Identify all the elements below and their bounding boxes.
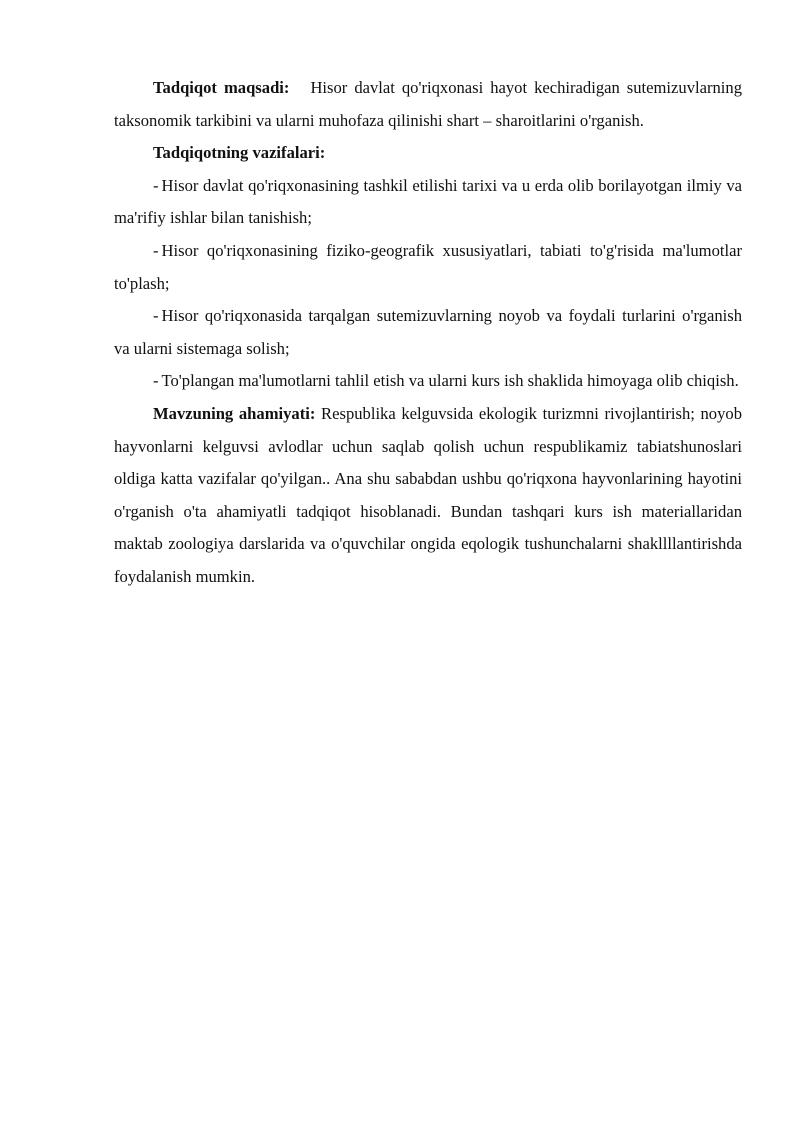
goal-heading: Tadqiqot maqsadi: xyxy=(153,78,290,97)
task-text: Hisor davlat qo'riqxonasining tashkil etilishi tarixi va u erda olib borilayotgan ilmiy va ma'rifiy ishlar bilan tanishish; xyxy=(114,175,742,228)
task-bullet: - xyxy=(153,371,159,391)
task-item xyxy=(114,235,742,300)
task-item xyxy=(114,300,742,365)
importance-paragraph xyxy=(114,398,742,594)
importance-heading: Mavzuning ahamiyati: xyxy=(153,403,316,423)
importance-text: Respublika kelguvsida ekologik turizmni rivojlantirish; noyob hayvonlarni kelguvsi avlodlar uchun saqlab qolish uchun respublikamiz tabiatshunoslari oldiga katta vazifalar qo'yilgan.. Ana shu sababdan ushbu qo'riqxona hayvonlarining hayotini o'rganish o'ta ahamiyatli tadqiqot hisoblanadi. Bundan tashqari kurs ish materiallaridan maktab zoologiya darslarida va o'quvchilar ongida eqologik tushunchalarni shakllllantirishda foydalanish mumkin. xyxy=(114,403,742,586)
goal-text: Hisor davlat qo'riqxonasi hayot kechiradigan sutemizuvlarning taksonomik tarkibini va ularni muhofaza qilinishi shart – sharoitlarini o'rganish. xyxy=(114,78,742,130)
task-bullet: - xyxy=(153,240,159,260)
task-bullet: - xyxy=(153,306,159,326)
task-text: To'plangan ma'lumotlarni tahlil etish va ularni kurs ish shaklida himoyaga olib chiqish. xyxy=(161,371,739,391)
task-bullet: - xyxy=(153,175,159,195)
goal-paragraph xyxy=(114,72,742,137)
task-text: Hisor qo'riqxonasining fiziko-geografik xususiyatlari, tabiati to'g'risida ma'lumotlar to'plash; xyxy=(114,240,742,293)
document-body xyxy=(114,72,742,594)
tasks-heading-paragraph xyxy=(114,137,742,170)
tasks-heading: Tadqiqotning vazifalari: xyxy=(153,143,326,163)
task-item xyxy=(114,365,742,398)
task-item xyxy=(114,170,742,235)
task-text: Hisor qo'riqxonasida tarqalgan sutemizuvlarning noyob va foydali turlarini o'rganish va ularni sistemaga solish; xyxy=(114,306,742,358)
